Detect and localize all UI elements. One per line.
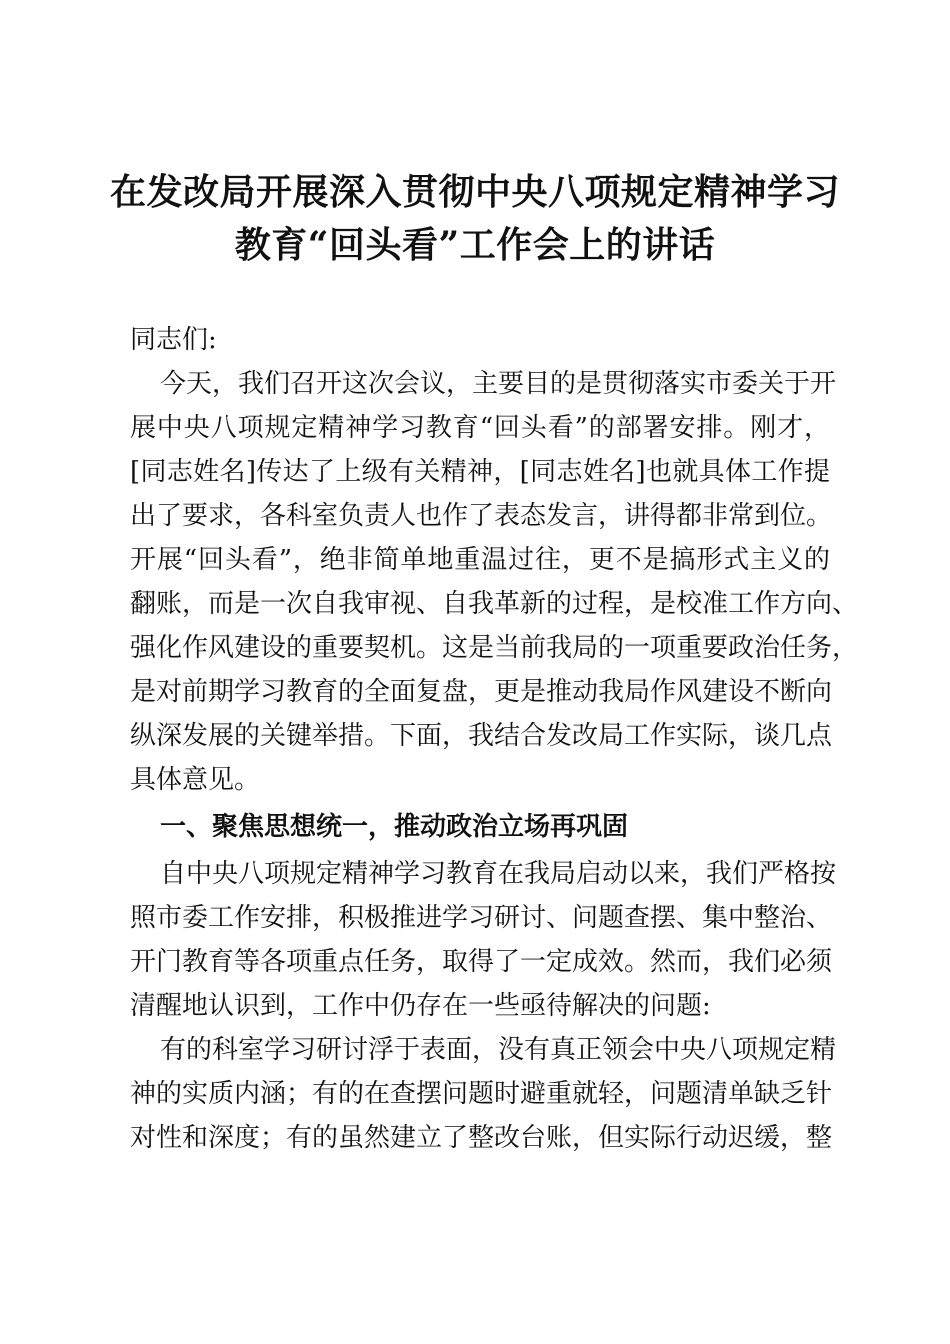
text-line: 自中央八项规定精神学习教育在我局启动以来，我们严格按 — [160, 859, 837, 889]
paragraph-intro — [130, 362, 859, 802]
text-line: 开门教育等各项重点任务，取得了一定成效。然而，我们必须 — [130, 947, 833, 977]
text-line: 照市委工作安排，积极推进学习研讨、问题查摆、集中整治、 — [130, 903, 833, 933]
title-line-2: 教育“回头看”工作会上的讲话 — [234, 224, 716, 266]
text-line: 神的实质内涵；有的在查摆问题时避重就轻，问题清单缺乏针 — [130, 1079, 833, 1109]
text-line: 出了要求，各科室负责人也作了表态发言，讲得都非常到位。 — [130, 501, 833, 531]
document-body — [130, 318, 859, 1160]
text-line: 具体意见。 — [130, 765, 261, 795]
document-title — [0, 166, 950, 272]
text-line: 今天，我们召开这次会议，主要目的是贯彻落实市委关于开 — [160, 369, 837, 399]
title-line-1: 在发改局开展深入贯彻中央八项规定精神学习 — [109, 171, 840, 213]
text-line: 是对前期学习教育的全面复盘，更是推动我局作风建设不断向 — [130, 677, 833, 707]
text-line: 开展“回头看”，绝非简单地重温过往，更不是搞形式主义的 — [130, 545, 830, 575]
text-line: 清醒地认识到，工作中仍存在一些亟待解决的问题: — [130, 991, 711, 1021]
paragraph-section1 — [130, 852, 837, 1028]
section-heading: 一、聚焦思想统一，推动政治立场再巩固 — [160, 812, 629, 842]
text-line: 对性和深度；有的虽然建立了整改台账，但实际行动迟缓，整 — [130, 1123, 833, 1153]
paragraph-problems — [130, 1028, 837, 1160]
salutation: 同志们: — [130, 325, 217, 355]
text-line: [同志姓名]传达了上级有关精神，[同志姓名]也就具体工作提 — [130, 457, 830, 487]
text-line: 展中央八项规定精神学习教育“回头看”的部署安排。刚才， — [130, 413, 830, 443]
text-line: 翻账，而是一次自我审视、自我革新的过程，是校准工作方向、 — [130, 589, 859, 619]
text-line: 有的科室学习研讨浮于表面，没有真正领会中央八项规定精 — [160, 1035, 837, 1065]
text-line: 纵深发展的关键举措。下面，我结合发改局工作实际，谈几点 — [130, 721, 833, 751]
text-line: 强化作风建设的重要契机。这是当前我局的一项重要政治任务， — [130, 633, 859, 663]
